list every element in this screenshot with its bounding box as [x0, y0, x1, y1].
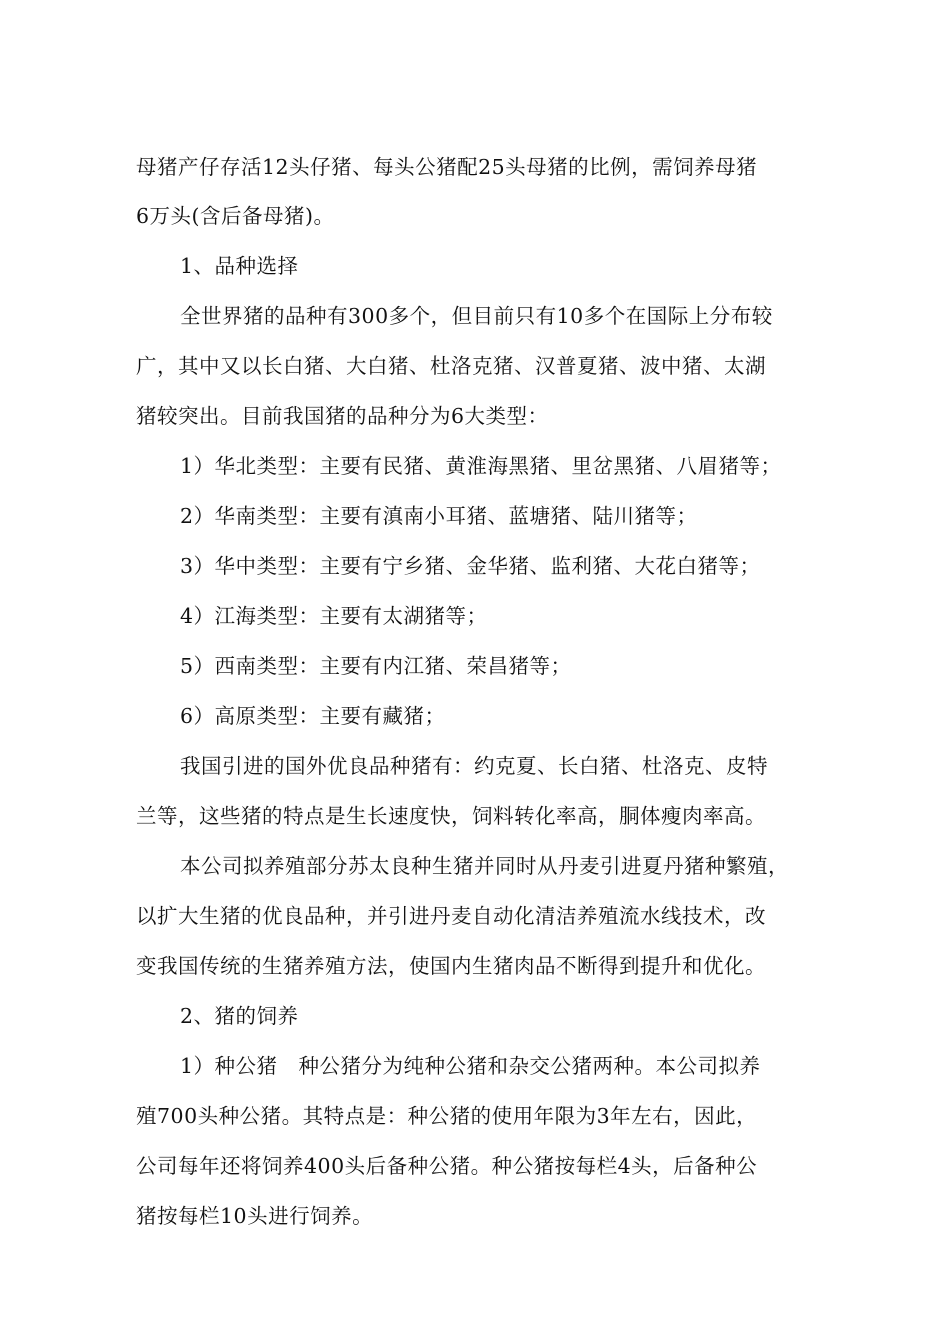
list-item: 1）华北类型：主要有民猪、黄淮海黑猪、里岔黑猪、八眉猪等；: [180, 454, 782, 478]
paragraph-line: 殖700头种公猪。其特点是：种公猪的使用年限为3年左右，因此，: [136, 1104, 758, 1128]
paragraph-line: 猪较突出。目前我国猪的品种分为6大类型：: [136, 404, 549, 428]
paragraph-line: 广，其中又以长白猪、大白猪、杜洛克猪、汉普夏猪、波中猪、太湖: [136, 354, 766, 378]
paragraph-line: 以扩大生猪的优良品种，并引进丹麦自动化清洁养殖流水线技术，改: [136, 904, 766, 928]
list-item: 2）华南类型：主要有滇南小耳猪、蓝塘猪、陆川猪等；: [180, 504, 698, 528]
paragraph-line: 公司每年还将饲养400头后备种公猪。种公猪按每栏4头，后备种公: [136, 1154, 758, 1178]
paragraph-line: 猪按每栏10头进行饲养。: [136, 1204, 374, 1228]
section-heading: 2、猪的饲养: [180, 1004, 299, 1028]
paragraph-line: 变我国传统的生猪养殖方法，使国内生猪肉品不断得到提升和优化。: [136, 954, 766, 978]
list-item: 5）西南类型：主要有内江猪、荣昌猪等；: [180, 654, 572, 678]
paragraph-line: 兰等，这些猪的特点是生长速度快，饲料转化率高，胴体瘦肉率高。: [136, 804, 766, 828]
paragraph-line: 1）种公猪 种公猪分为纯种公猪和杂交公猪两种。本公司拟养: [180, 1054, 761, 1078]
list-item: 3）华中类型：主要有宁乡猪、金华猪、监利猪、大花白猪等；: [180, 554, 761, 578]
paragraph-line: 我国引进的国外优良品种猪有：约克夏、长白猪、杜洛克、皮特: [180, 754, 768, 778]
paragraph-line: 本公司拟养殖部分苏太良种生猪并同时从丹麦引进夏丹猪种繁殖，: [180, 854, 789, 878]
section-heading: 1、品种选择: [180, 254, 299, 278]
paragraph-line: 母猪产仔存活12头仔猪、每头公猪配25头母猪的比例，需饲养母猪: [136, 155, 758, 179]
list-item: 6）高原类型：主要有藏猪；: [180, 704, 446, 728]
paragraph-line: 6万头(含后备母猪)。: [136, 204, 335, 228]
paragraph-line: 全世界猪的品种有300多个，但目前只有10多个在国际上分布较: [180, 304, 773, 328]
list-item: 4）江海类型：主要有太湖猪等；: [180, 604, 488, 628]
